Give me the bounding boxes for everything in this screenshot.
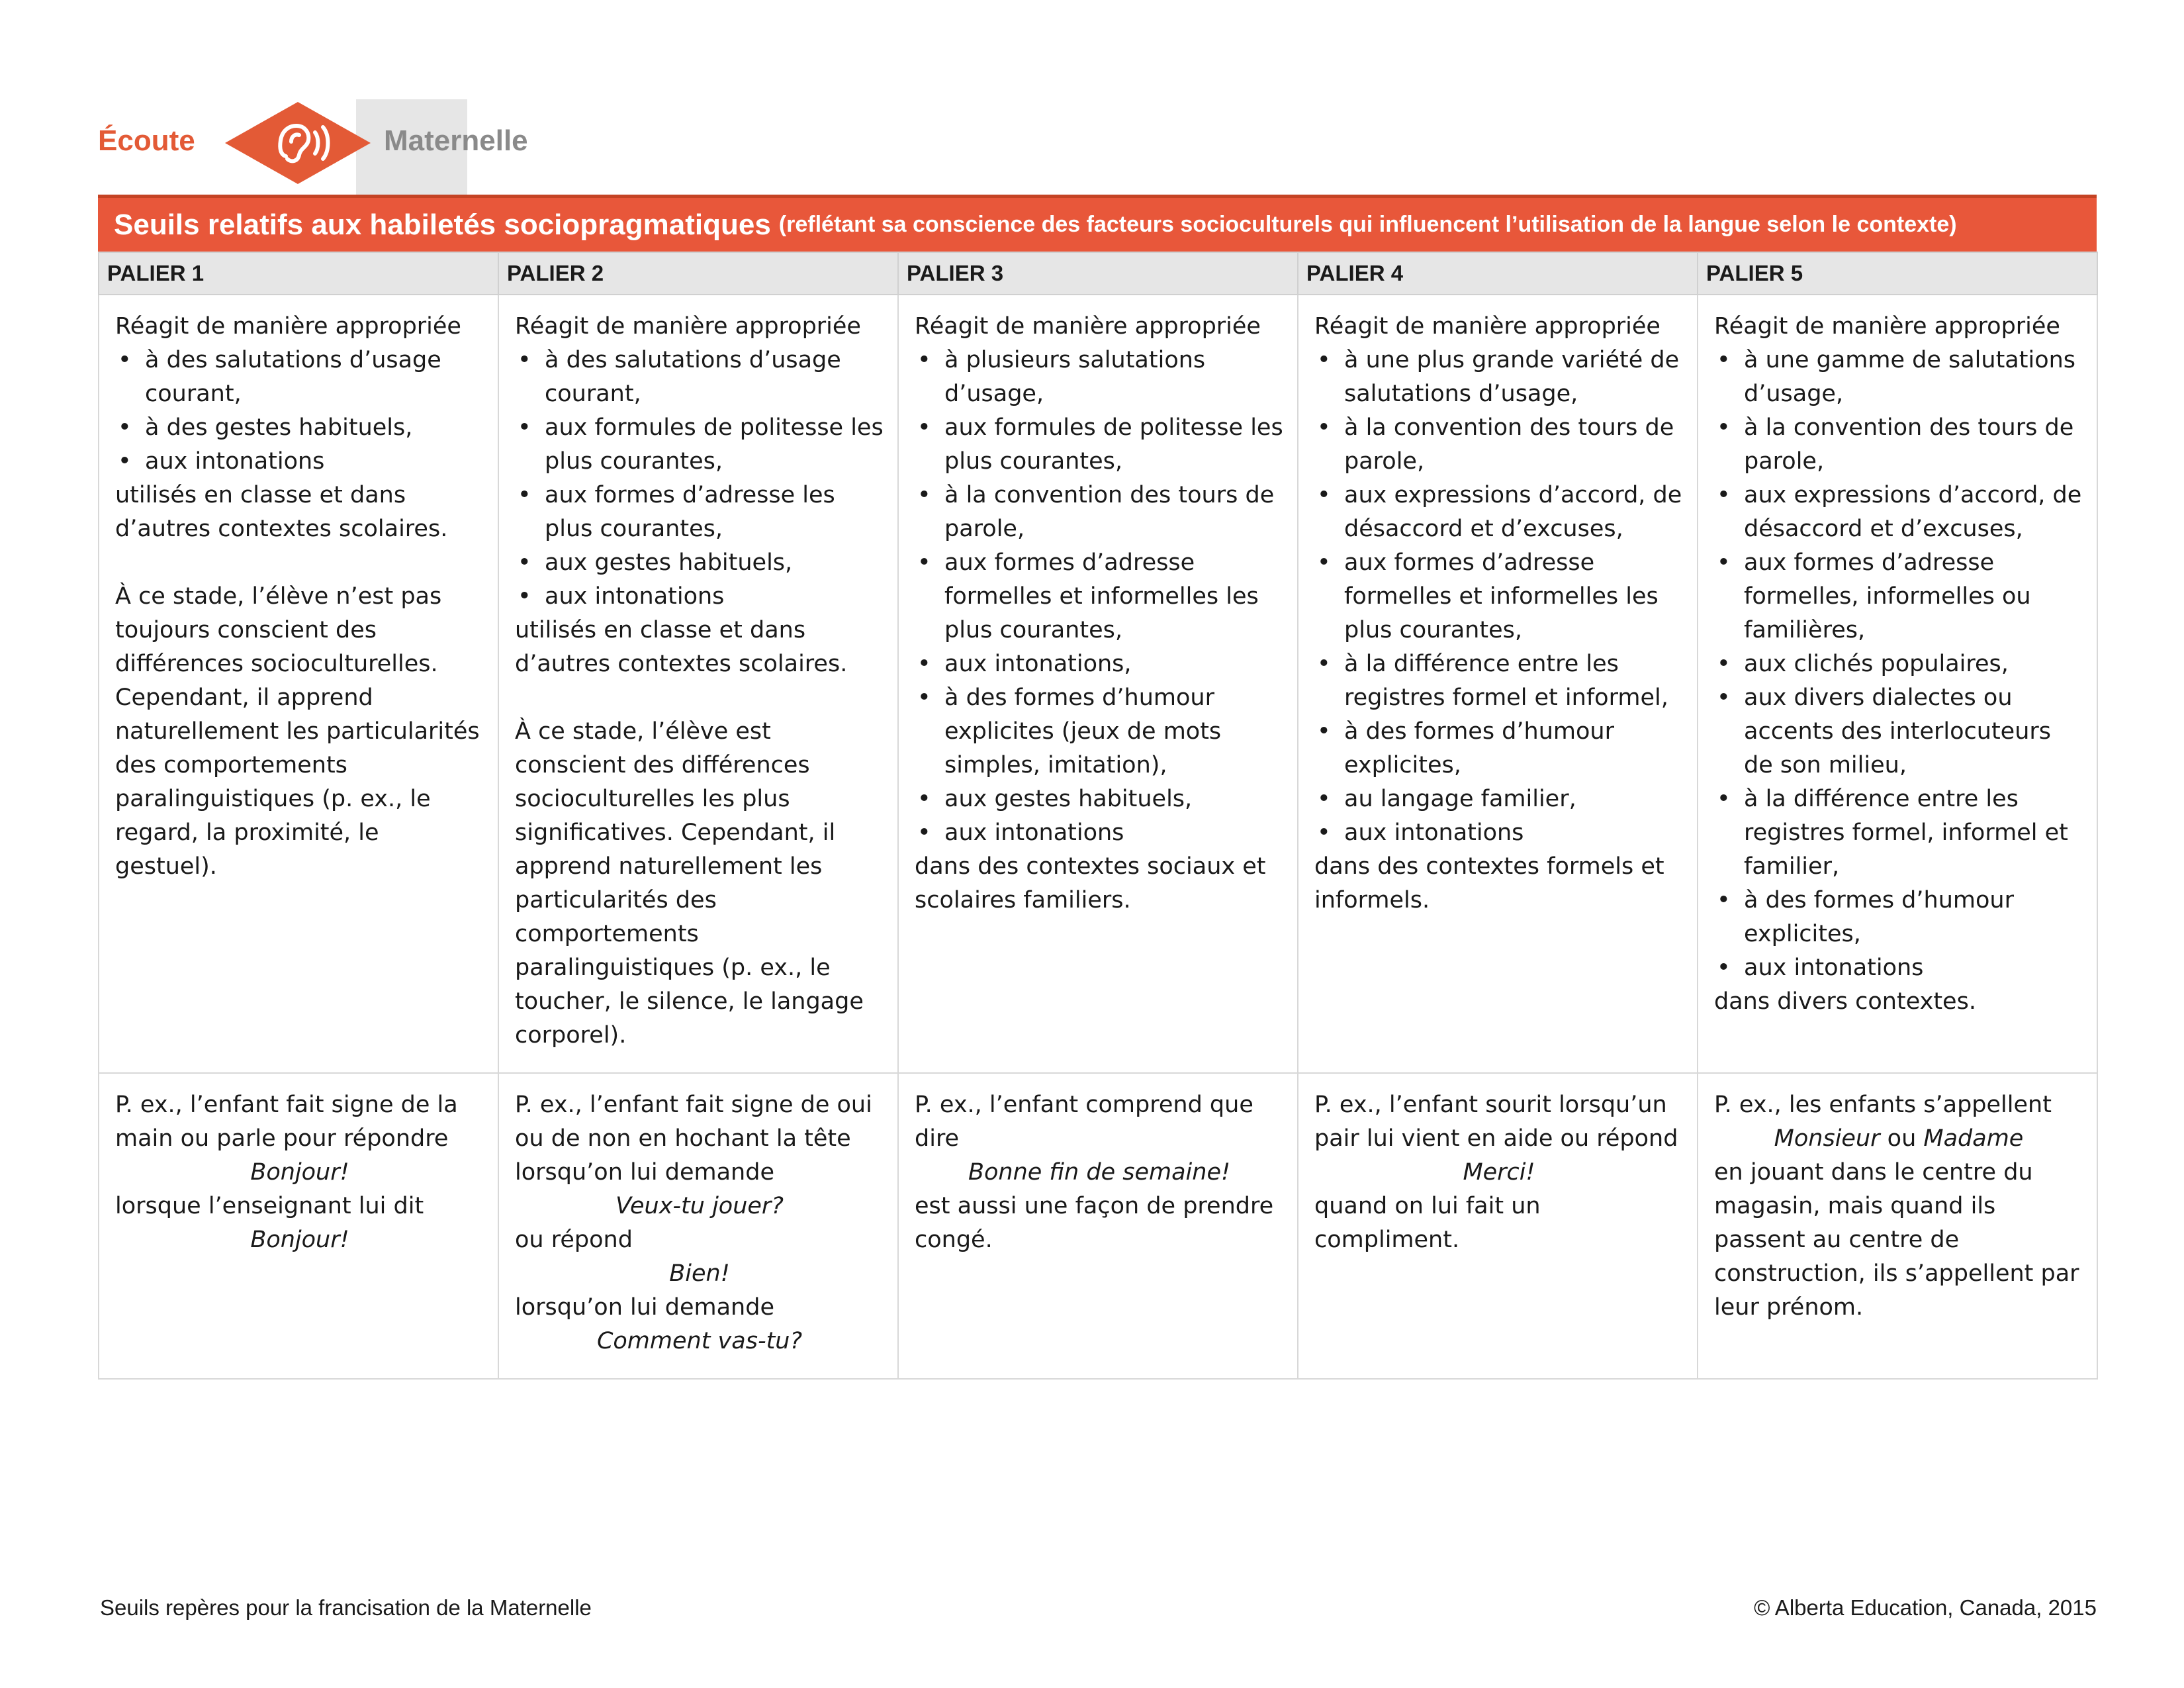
example-text: P. ex., l’enfant comprend que dire — [915, 1092, 1253, 1152]
criteria-item: • à des gestes habituels, — [115, 411, 484, 445]
description-cell — [99, 295, 498, 1073]
example-cell — [99, 1073, 498, 1379]
description-context: utilisés en classe et dans d’autres contextes scolaires. — [115, 482, 448, 542]
criteria-item: • aux intonations — [115, 445, 484, 479]
footer-title: Seuils repères pour la francisation de la Maternelle — [100, 1595, 592, 1620]
ear-sound-icon — [225, 102, 371, 184]
example-quote: Bien! — [669, 1260, 730, 1287]
criteria-item: • à des formes d’humour explicites, — [1314, 715, 1684, 782]
table-header-row — [99, 252, 2097, 295]
criteria-item: • aux gestes habituels, — [515, 546, 884, 580]
example-cell — [1698, 1073, 2097, 1379]
criteria-item: • à la convention des tours de parole, — [1314, 411, 1684, 479]
description-intro: Réagit de manière appropriée — [915, 313, 1261, 340]
description-intro: Réagit de manière appropriée — [115, 313, 461, 340]
criteria-list — [515, 344, 884, 614]
criteria-item: • aux intonations, — [915, 647, 1284, 681]
level-header: PALIER 3 — [898, 252, 1298, 295]
criteria-list — [1714, 344, 2083, 985]
description-cell — [898, 295, 1298, 1073]
criteria-item: • à une plus grande variété de salutations d’usage, — [1314, 344, 1684, 411]
level-header: PALIER 2 — [498, 252, 898, 295]
criteria-item: • au langage familier, — [1314, 782, 1684, 816]
criteria-item: • aux intonations — [515, 580, 884, 614]
paragraph-spacer — [515, 681, 884, 715]
footer-copyright: © Alberta Education, Canada, 2015 — [1754, 1595, 2097, 1620]
criteria-item: • à plusieurs salutations d’usage, — [915, 344, 1284, 411]
example-text: P. ex., l’enfant sourit lorsqu’un pair lui vient en aide ou répond — [1314, 1092, 1678, 1152]
criteria-item: • à une gamme de salutations d’usage, — [1714, 344, 2083, 411]
description-context: dans divers contextes. — [1714, 988, 1976, 1015]
description-cell — [1298, 295, 1698, 1073]
description-intro: Réagit de manière appropriée — [1714, 313, 2060, 340]
page-header — [98, 99, 601, 192]
example-text: lorsqu’on lui demande — [515, 1294, 774, 1321]
stage-note: À ce stade, l’élève n’est pas toujours conscient des différences socioculturelles. Cependant, il apprend naturellement les particularités des comportements paralinguistiques (p. ex., le regard, la proximité, le gestuel). — [115, 583, 480, 880]
criteria-list — [115, 344, 484, 479]
description-context: utilisés en classe et dans d’autres contextes scolaires. — [515, 617, 848, 677]
paragraph-spacer — [115, 546, 484, 580]
example-text: ou — [1880, 1125, 1924, 1152]
criteria-item: • à la différence entre les registres formel, informel et familier, — [1714, 782, 2083, 884]
description-cell — [498, 295, 898, 1073]
criteria-item: • aux intonations — [1314, 816, 1684, 850]
criteria-item: • aux formes d’adresse les plus courantes, — [515, 479, 884, 546]
criteria-item: • aux expressions d’accord, de désaccord et d’excuses, — [1714, 479, 2083, 546]
example-text: P. ex., l’enfant fait signe de oui ou de non en hochant la tête lorsqu’on lui demande — [515, 1092, 872, 1186]
criteria-item: • aux formes d’adresse formelles, informelles ou familières, — [1714, 546, 2083, 647]
criteria-item: • aux formes d’adresse formelles et informelles les plus courantes, — [915, 546, 1284, 647]
grade-label: Maternelle — [384, 124, 528, 157]
level-header: PALIER 5 — [1698, 252, 2097, 295]
criteria-item: • aux formules de politesse les plus courantes, — [515, 411, 884, 479]
criteria-list — [1314, 344, 1684, 850]
section-subtitle: (reflétant sa conscience des facteurs socioculturels qui influencent l’utilisation de la langue selon le contexte) — [778, 212, 1957, 237]
criteria-item: • à la convention des tours de parole, — [915, 479, 1284, 546]
quoted-term: Monsieur — [1774, 1125, 1880, 1152]
example-text: quand on lui fait un compliment. — [1314, 1193, 1541, 1253]
example-quote: Bonjour! — [250, 1227, 349, 1253]
quoted-term: Madame — [1923, 1125, 2024, 1152]
stage-note: À ce stade, l’élève est conscient des différences socioculturelles les plus significatives. Cependant, il apprend naturellement les particularités des comportements paralinguistiques (p. ex., le toucher, le silence, le langage corporel). — [515, 718, 864, 1049]
criteria-item: • aux gestes habituels, — [915, 782, 1284, 816]
section-title: Seuils relatifs aux habiletés sociopragmatiques — [114, 208, 771, 241]
thresholds-table — [98, 252, 2097, 1380]
description-cell — [1698, 295, 2097, 1073]
level-header: PALIER 1 — [99, 252, 498, 295]
criteria-item: • aux divers dialectes ou accents des interlocuteurs de son milieu, — [1714, 681, 2083, 782]
example-cell — [1298, 1073, 1698, 1379]
description-context: dans des contextes sociaux et scolaires familiers. — [915, 853, 1266, 914]
criteria-item: • aux intonations — [915, 816, 1284, 850]
example-text: ou répond — [515, 1227, 633, 1253]
criteria-item: • à des salutations d’usage courant, — [115, 344, 484, 411]
criteria-item: • à la convention des tours de parole, — [1714, 411, 2083, 479]
criteria-item: • aux formes d’adresse formelles et informelles les plus courantes, — [1314, 546, 1684, 647]
criteria-item: • aux clichés populaires, — [1714, 647, 2083, 681]
description-context: dans des contextes formels et informels. — [1314, 853, 1664, 914]
criteria-item: • aux intonations — [1714, 951, 2083, 985]
description-intro: Réagit de manière appropriée — [515, 313, 861, 340]
example-cell — [898, 1073, 1298, 1379]
example-quote: Veux-tu jouer? — [615, 1193, 784, 1219]
example-quote — [1714, 1122, 2083, 1156]
example-cell — [498, 1073, 898, 1379]
example-text: P. ex., l’enfant fait signe de la main ou parle pour répondre — [115, 1092, 458, 1152]
criteria-list — [915, 344, 1284, 850]
criteria-item: • à la différence entre les registres formel et informel, — [1314, 647, 1684, 715]
example-quote: Bonjour! — [250, 1159, 349, 1186]
section-title-band — [98, 195, 2097, 252]
criteria-item: • à des salutations d’usage courant, — [515, 344, 884, 411]
criteria-item: • à des formes d’humour explicites (jeux de mots simples, imitation), — [915, 681, 1284, 782]
criteria-item: • aux formules de politesse les plus courantes, — [915, 411, 1284, 479]
example-quote: Bonne fin de semaine! — [968, 1159, 1231, 1186]
level-header: PALIER 4 — [1298, 252, 1698, 295]
example-row — [99, 1073, 2097, 1379]
example-quote: Merci! — [1463, 1159, 1535, 1186]
example-text: lorsque l’enseignant lui dit — [115, 1193, 424, 1219]
description-intro: Réagit de manière appropriée — [1314, 313, 1661, 340]
example-text: est aussi une façon de prendre congé. — [915, 1193, 1274, 1253]
example-quote: Comment vas-tu? — [596, 1328, 803, 1354]
criteria-item: • à des formes d’humour explicites, — [1714, 884, 2083, 951]
example-text: P. ex., les enfants s’appellent — [1714, 1092, 2052, 1118]
skill-label: Écoute — [98, 124, 195, 157]
description-row — [99, 295, 2097, 1073]
example-text: en jouant dans le centre du magasin, mais quand ils passent au centre de construction, ils s’appellent par leur prénom. — [1714, 1159, 2079, 1321]
criteria-item: • aux expressions d’accord, de désaccord et d’excuses, — [1314, 479, 1684, 546]
